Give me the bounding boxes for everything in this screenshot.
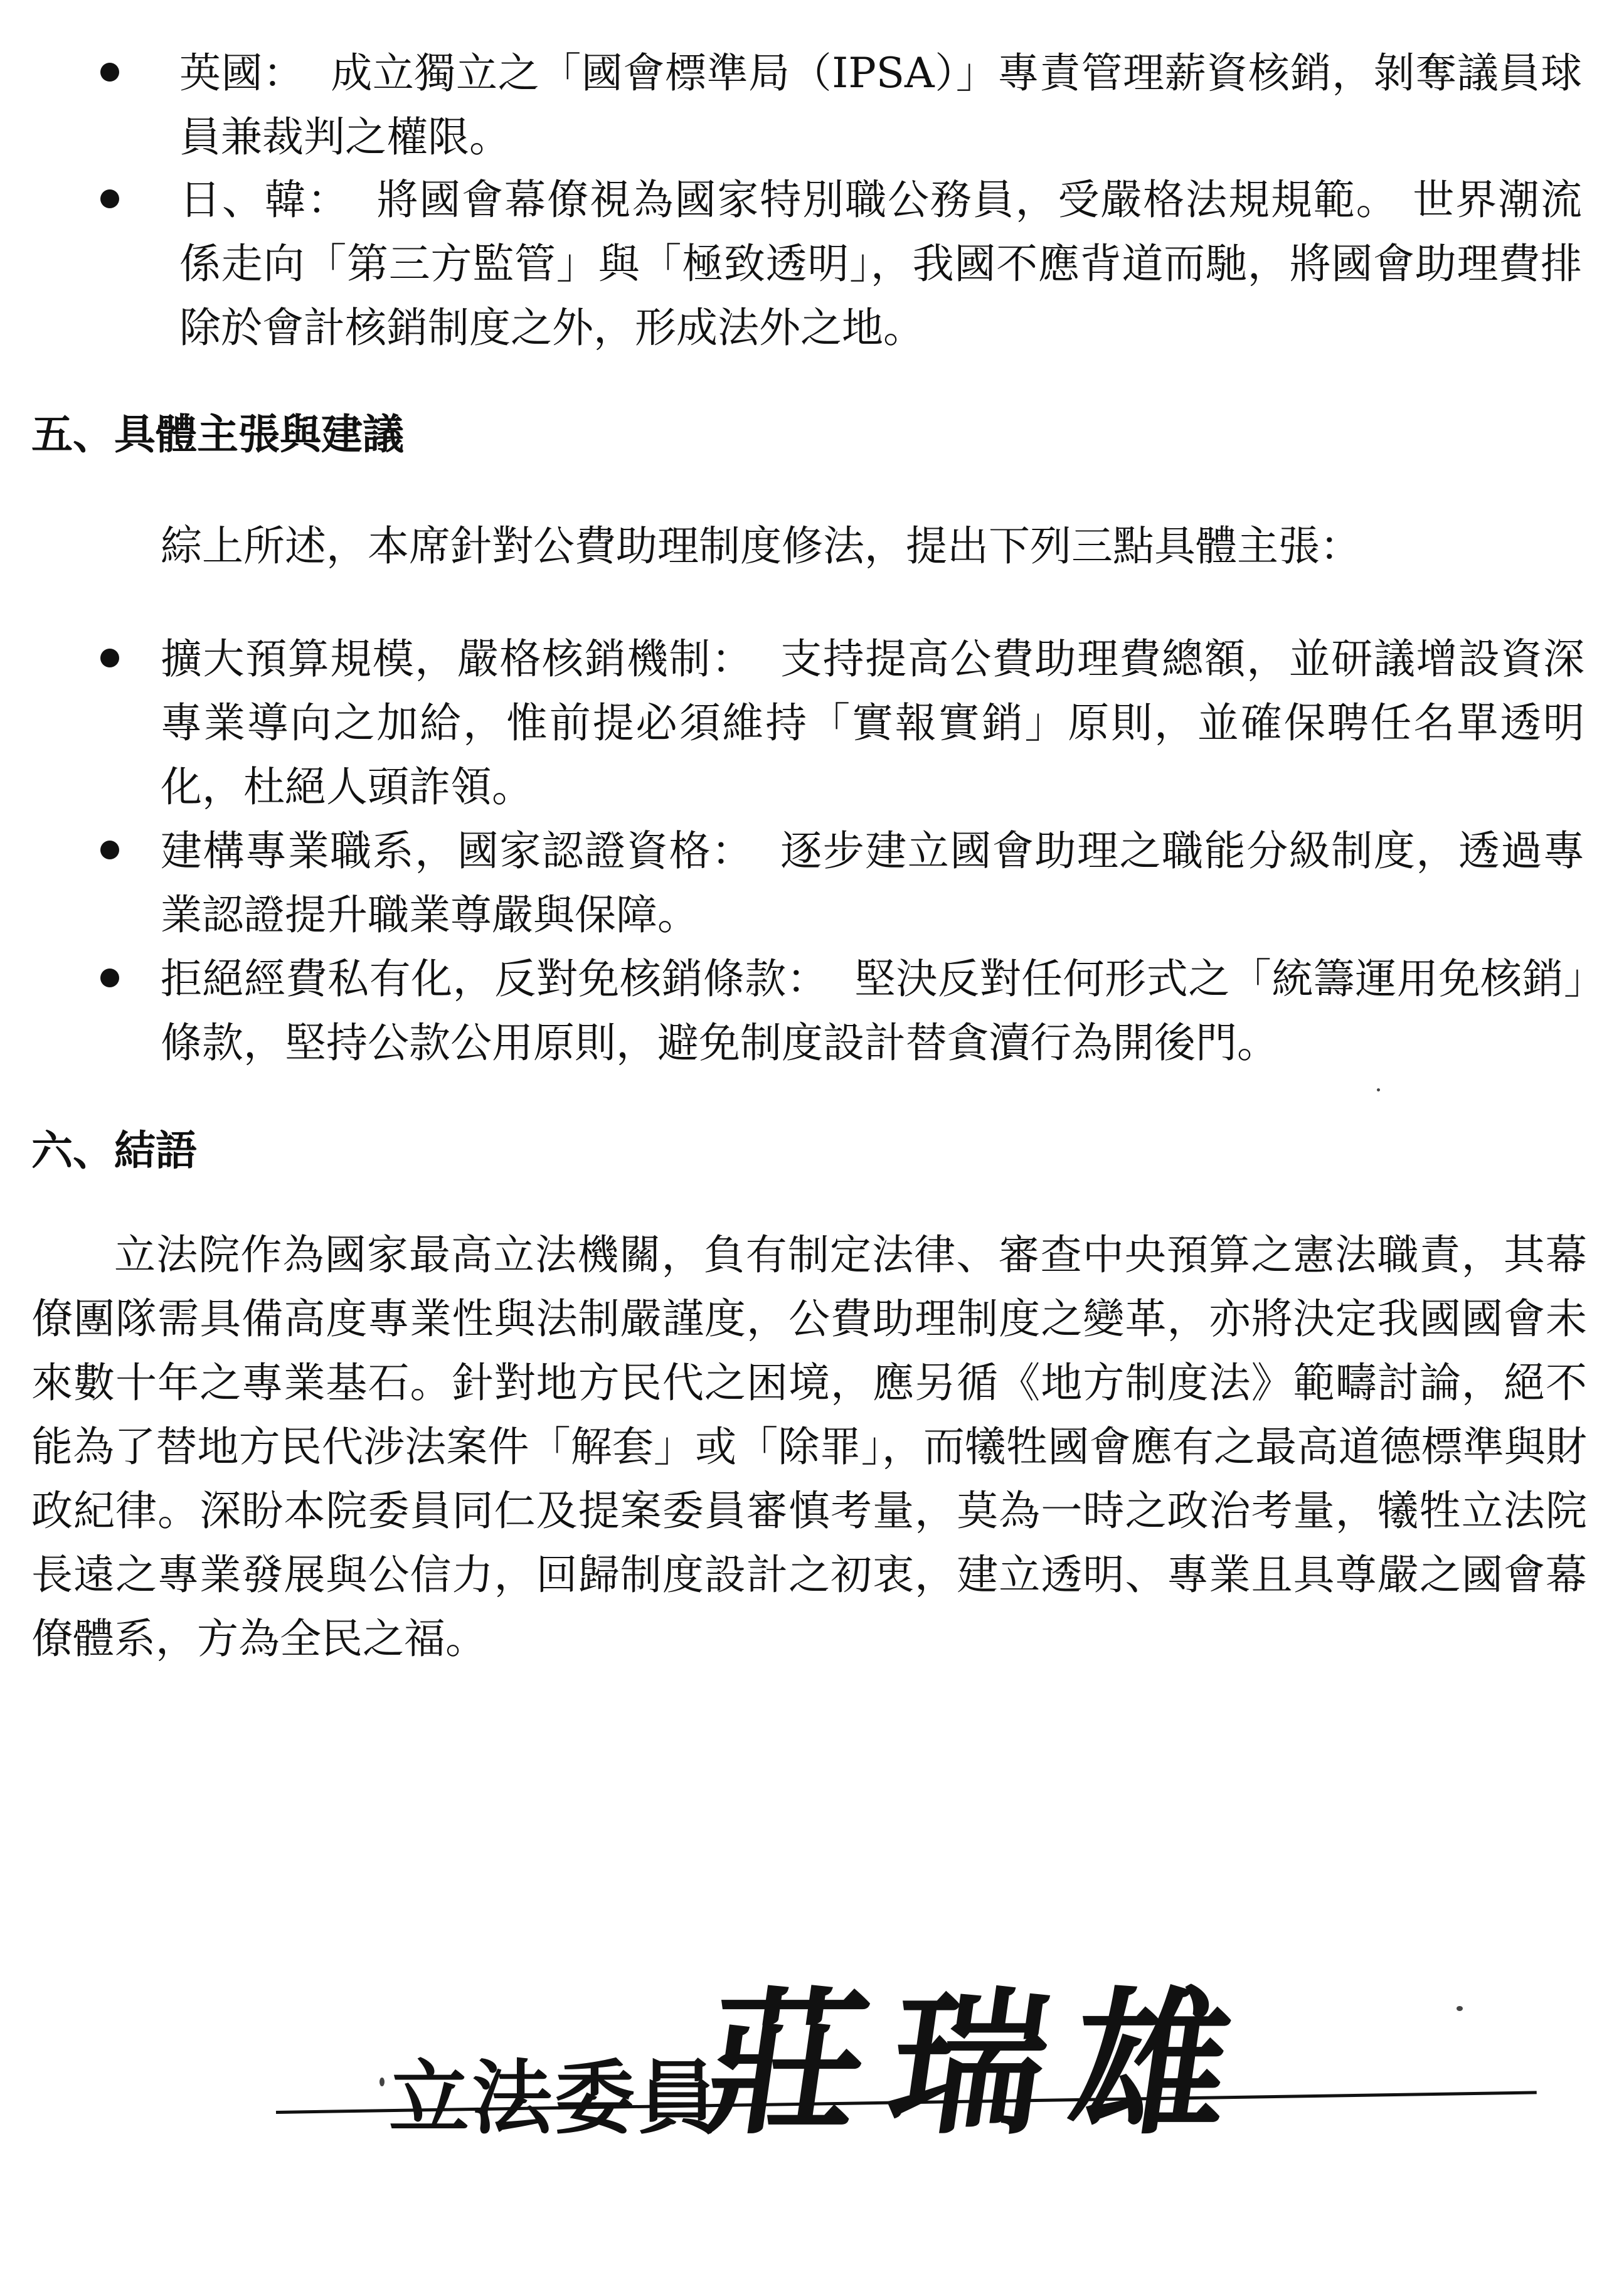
scan-speck (1377, 1088, 1380, 1091)
bullet-label: 英國： (179, 49, 305, 97)
proposal-item (161, 819, 1584, 947)
section5-intro: 綜上所述，本席針對公費助理制度修法，提出下列三點具體主張： (161, 522, 1361, 570)
proposal-text: 逐步建立國會助理之職能分級制度，透過專業認證提升職業尊嚴與保障。 (161, 827, 1585, 939)
section-heading-5: 五、具體主張與建議 (31, 410, 404, 459)
proposal-label: 建構專業職系，國家認證資格： (161, 827, 754, 875)
scan-speck (1457, 2006, 1463, 2011)
proposal-label: 擴大預算規模，嚴格核銷機制： (161, 635, 754, 683)
proposal-item (161, 627, 1584, 819)
proposal-text: 堅決反對任何形式之「統籌運用免核銷」條款，堅持公款公用原則，避免制度設計替貪瀆行為開後門。 (161, 955, 1585, 1067)
signature-block (0, 1972, 1624, 2239)
bullet-dot (100, 189, 119, 208)
proposal-item (161, 947, 1584, 1075)
bullet-dot (100, 63, 119, 82)
bullet-dot (100, 841, 119, 859)
section-heading-6: 六、結語 (31, 1127, 197, 1175)
bullet-text: 將國會幕僚視為國家特別職公務員，受嚴格法規規範。 世界潮流係走向「第三方監管」與「極致透明」，我國不應背道而馳，將國會助理費排除於會計核銷制度之外，形成法外之地。 (179, 176, 1583, 352)
bullet-text: 成立獨立之「國會標準局（IPSA）」專責管理薪資核銷，剝奪議員球員兼裁判之權限。 (179, 49, 1582, 161)
bullet-item-uk (179, 41, 1582, 169)
scan-speck (379, 2078, 385, 2086)
bullet-item-japan-korea (179, 168, 1582, 360)
conclusion-body: 立法院作為國家最高立法機關，負有制定法律、審查中央預算之憲法職責，其幕僚團隊需具備高度專業性與法制嚴謹度，公費助理制度之變革，亦將決定我國國會未來數十年之專業基石。針對地方民代之困境，應另循《地方制度法》範疇討論，絕不能為了替地方民代涉法案件「解套」或「除罪」，而犧牲國會應有之最高道德標準與財政紀律。深盼本院委員同仁及提案委員審慎考量，莫為一時之政治考量，犧牲立法院長遠之專業發展與公信力，回歸制度設計之初衷，建立透明、專業且具尊嚴之國會幕僚體系，方為全民之福。 (31, 1231, 1587, 1663)
signature-title: 立法委員 (389, 2051, 721, 2145)
proposal-text: 支持提高公費助理費總額，並研議增設資深專業導向之加給，惟前提必須維持「實報實銷」原則，並確保聘任名單透明化，杜絕人頭詐領。 (161, 635, 1585, 811)
bullet-dot (100, 649, 119, 667)
bullet-label: 日、韓： (179, 176, 350, 224)
bullet-dot (100, 969, 119, 987)
proposal-label: 拒絕經費私有化，反對免核銷條款： (161, 955, 829, 1003)
signature-name: 莊瑞雄 (696, 1972, 1268, 2156)
